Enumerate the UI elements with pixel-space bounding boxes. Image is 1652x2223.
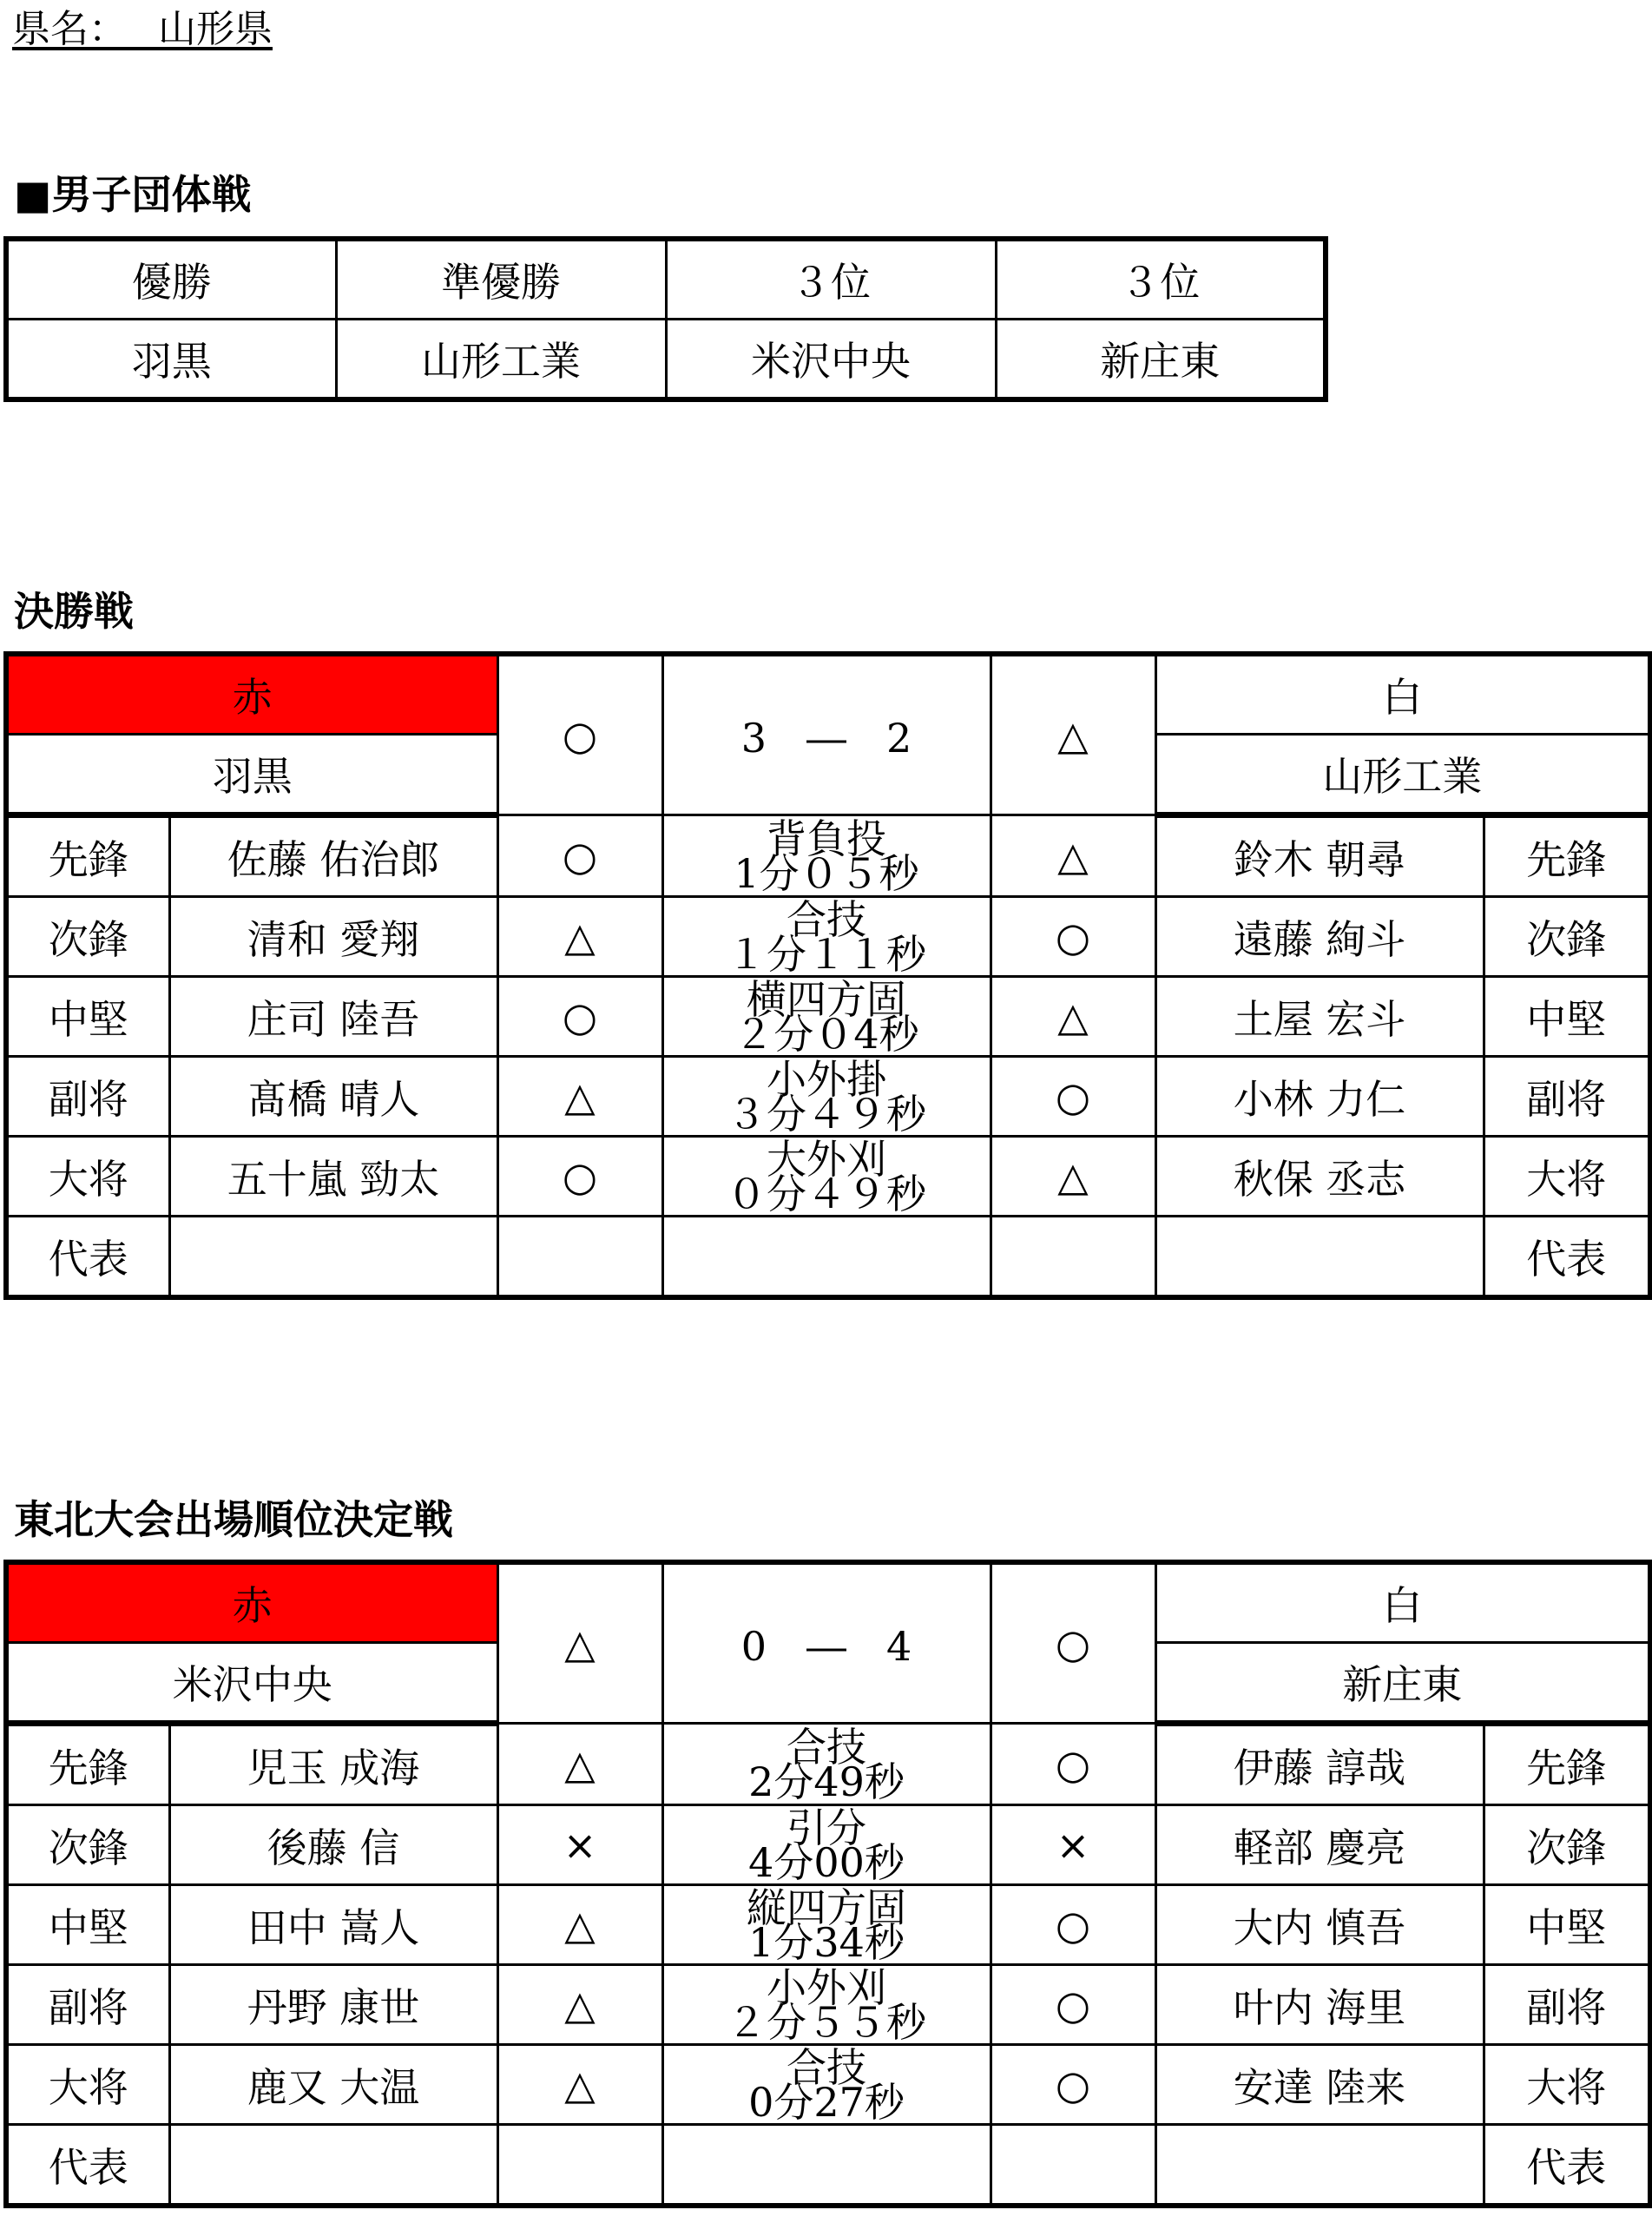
red-player: 後藤 信 <box>169 1805 497 1885</box>
bout-row <box>6 977 1650 1057</box>
white-player: 伊藤 諄哉 <box>1155 1724 1484 1805</box>
red-result: △ <box>497 2045 662 2125</box>
red-position: 大将 <box>6 1137 169 1217</box>
ranking-match-table <box>3 1560 1652 2208</box>
bout-time: 2分49秒 <box>748 1758 905 1805</box>
red-position: 代表 <box>6 1217 169 1298</box>
white-result: △ <box>991 815 1155 897</box>
red-result: ○ <box>497 1137 662 1217</box>
red-result <box>497 1217 662 1298</box>
white-result: ○ <box>991 1724 1155 1805</box>
white-player: 軽部 慶亮 <box>1155 1805 1484 1885</box>
white-result: ○ <box>991 897 1155 977</box>
white-position: 先鋒 <box>1484 815 1650 897</box>
red-player: 鹿又 大温 <box>169 2045 497 2125</box>
red-team-name: 羽黒 <box>6 735 497 815</box>
bout-time: ３分４９秒 <box>727 1090 926 1137</box>
bout-time: 4分00秒 <box>748 1838 905 1885</box>
white-result <box>991 1217 1155 1298</box>
bout-row <box>6 897 1650 977</box>
placement-team-row <box>6 320 1326 400</box>
red-team-mark: ○ <box>497 654 662 815</box>
bout-detail <box>662 977 991 1057</box>
white-position: 代表 <box>1484 1217 1650 1298</box>
bout-time: 1分34秒 <box>748 1918 905 1965</box>
white-player: 遠藤 絢斗 <box>1155 897 1484 977</box>
white-result: △ <box>991 977 1155 1057</box>
red-side-label: 赤 <box>6 654 497 735</box>
bout-detail <box>662 1885 991 1965</box>
placement-team: 新庄東 <box>996 320 1326 400</box>
bout-rows <box>6 815 1650 1298</box>
red-player <box>169 2125 497 2207</box>
final-match-table <box>3 651 1652 1300</box>
red-player: 五十嵐 勁太 <box>169 1137 497 1217</box>
match-score: 0 ― 4 <box>662 1562 991 1724</box>
red-result: ○ <box>497 977 662 1057</box>
red-team-name: 米沢中央 <box>6 1643 497 1724</box>
red-player: 田中 嵩人 <box>169 1885 497 1965</box>
bout-time: 1分０５秒 <box>734 849 919 897</box>
placement-team: 羽黒 <box>6 320 336 400</box>
white-player: 秋保 丞志 <box>1155 1137 1484 1217</box>
white-side-label: 白 <box>1155 654 1650 735</box>
white-team-name: 山形工業 <box>1155 735 1650 815</box>
bout-row <box>6 815 1650 897</box>
red-player: 佐藤 佑治郎 <box>169 815 497 897</box>
bout-time: ２分０4秒 <box>734 1010 919 1057</box>
bout-detail <box>662 1217 991 1298</box>
bout-detail <box>662 815 991 897</box>
bout-row <box>6 1965 1650 2045</box>
bout-detail <box>662 1057 991 1137</box>
red-position: 先鋒 <box>6 815 169 897</box>
white-result: ○ <box>991 2045 1155 2125</box>
red-position: 次鋒 <box>6 897 169 977</box>
red-player: 髙橋 晴人 <box>169 1057 497 1137</box>
white-position: 次鋒 <box>1484 897 1650 977</box>
white-result: ○ <box>991 1965 1155 2045</box>
bout-rows <box>6 1724 1650 2207</box>
white-team-mark: △ <box>991 654 1155 815</box>
bout-detail <box>662 1965 991 2045</box>
placement-header-row <box>6 239 1326 320</box>
red-position: 大将 <box>6 2045 169 2125</box>
bout-detail <box>662 2125 991 2207</box>
white-player: 安達 陸来 <box>1155 2045 1484 2125</box>
technique: 横四方固 <box>747 976 906 1023</box>
bout-detail <box>662 2045 991 2125</box>
white-position: 大将 <box>1484 1137 1650 1217</box>
white-position: 大将 <box>1484 2045 1650 2125</box>
technique: 背負投 <box>767 815 886 862</box>
bout-detail <box>662 1137 991 1217</box>
red-result: △ <box>497 897 662 977</box>
red-position: 副将 <box>6 1057 169 1137</box>
red-result: △ <box>497 1724 662 1805</box>
red-player: 清和 愛翔 <box>169 897 497 977</box>
team-competition-heading: ■男子団体戦 <box>14 171 252 218</box>
white-side-label: 白 <box>1155 1562 1650 1643</box>
bout-detail <box>662 897 991 977</box>
red-result <box>497 2125 662 2207</box>
bout-time: １分１１秒 <box>727 930 926 977</box>
bout-row <box>6 1137 1650 1217</box>
white-position: 次鋒 <box>1484 1805 1650 1885</box>
red-team-mark: △ <box>497 1562 662 1724</box>
white-team-mark: ○ <box>991 1562 1155 1724</box>
red-side-label: 赤 <box>6 1562 497 1643</box>
red-player: 庄司 陸吾 <box>169 977 497 1057</box>
red-position: 中堅 <box>6 977 169 1057</box>
white-position: 中堅 <box>1484 977 1650 1057</box>
placement-header: 優勝 <box>6 239 336 320</box>
red-position: 次鋒 <box>6 1805 169 1885</box>
red-position: 副将 <box>6 1965 169 2045</box>
placement-header: ３位 <box>996 239 1326 320</box>
final-heading: 決勝戦 <box>14 588 134 635</box>
ranking-match-heading: 東北大会出場順位決定戦 <box>14 1496 453 1543</box>
bout-row <box>6 1805 1650 1885</box>
team-header-row <box>6 1562 1650 1643</box>
white-player: 鈴木 朝尋 <box>1155 815 1484 897</box>
bout-row <box>6 1057 1650 1137</box>
technique: 合技 <box>787 1723 866 1771</box>
technique: 合技 <box>787 896 866 943</box>
white-result <box>991 2125 1155 2207</box>
technique: 合技 <box>787 2044 866 2091</box>
bout-detail <box>662 1805 991 1885</box>
team-header-row <box>6 654 1650 735</box>
technique: 小外掛 <box>767 1056 886 1103</box>
white-position: 副将 <box>1484 1057 1650 1137</box>
prefecture-label: 県名： 山形県 <box>12 7 273 51</box>
placement-team: 米沢中央 <box>666 320 996 400</box>
match-score: 3 ― 2 <box>662 654 991 815</box>
bout-time: ２分５５秒 <box>727 1998 926 2045</box>
white-team-name: 新庄東 <box>1155 1643 1650 1724</box>
white-player <box>1155 1217 1484 1298</box>
bout-row <box>6 2125 1650 2207</box>
white-result: ○ <box>991 1885 1155 1965</box>
white-result: △ <box>991 1137 1155 1217</box>
bout-time: 0分27秒 <box>748 2078 905 2125</box>
technique: 縦四方固 <box>747 1884 906 1931</box>
red-result: ○ <box>497 815 662 897</box>
red-player: 丹野 康世 <box>169 1965 497 2045</box>
white-player: 叶内 海里 <box>1155 1965 1484 2045</box>
bout-row <box>6 2045 1650 2125</box>
placement-header: 準優勝 <box>336 239 666 320</box>
technique: 引分 <box>787 1804 866 1851</box>
white-position: 代表 <box>1484 2125 1650 2207</box>
red-result: △ <box>497 1885 662 1965</box>
red-player <box>169 1217 497 1298</box>
bout-time: ０分４９秒 <box>727 1170 926 1217</box>
bout-row <box>6 1724 1650 1805</box>
bout-row <box>6 1885 1650 1965</box>
white-position: 先鋒 <box>1484 1724 1650 1805</box>
white-player: 小林 力仁 <box>1155 1057 1484 1137</box>
white-result: × <box>991 1805 1155 1885</box>
white-result: ○ <box>991 1057 1155 1137</box>
placement-team: 山形工業 <box>336 320 666 400</box>
red-result: △ <box>497 1965 662 2045</box>
red-position: 先鋒 <box>6 1724 169 1805</box>
white-player: 大内 慎吾 <box>1155 1885 1484 1965</box>
white-player <box>1155 2125 1484 2207</box>
red-result: × <box>497 1805 662 1885</box>
red-position: 代表 <box>6 2125 169 2207</box>
bout-detail <box>662 1724 991 1805</box>
red-position: 中堅 <box>6 1885 169 1965</box>
bout-row <box>6 1217 1650 1298</box>
red-result: △ <box>497 1057 662 1137</box>
placement-table <box>3 236 1328 402</box>
white-position: 副将 <box>1484 1965 1650 2045</box>
placement-header: ３位 <box>666 239 996 320</box>
technique: 大外刈 <box>767 1136 886 1183</box>
white-player: 土屋 宏斗 <box>1155 977 1484 1057</box>
red-player: 児玉 成海 <box>169 1724 497 1805</box>
white-position: 中堅 <box>1484 1885 1650 1965</box>
technique: 小外刈 <box>767 1964 886 2011</box>
